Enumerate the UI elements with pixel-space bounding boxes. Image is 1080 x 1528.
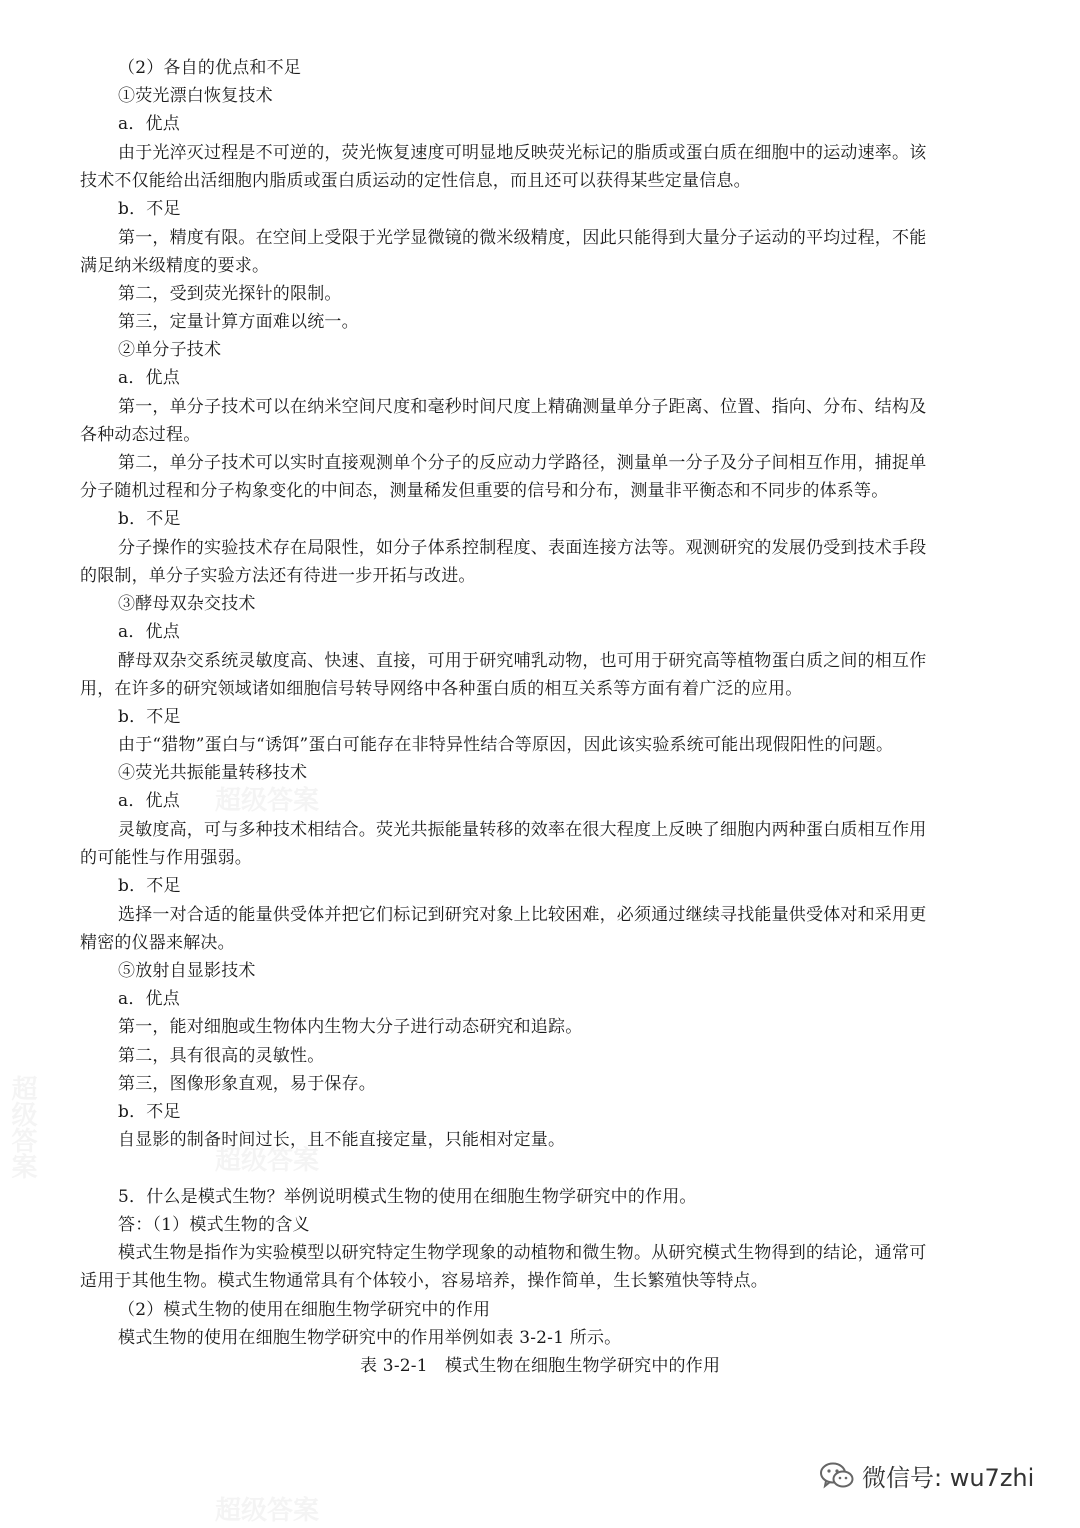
paragraph-line: 第三，图像形象直观，易于保存。 [118, 1074, 376, 1094]
item-label: b．不足 [118, 1102, 181, 1122]
watermark: 超级答案 [7, 1075, 37, 1179]
wechat-watermark [820, 1458, 1034, 1493]
wechat-icon [820, 1462, 854, 1490]
paragraph-line: 第二，受到荧光探针的限制。 [118, 284, 342, 304]
table-caption: 表 3-2-1 模式生物在细胞生物学研究中的作用 [360, 1356, 721, 1376]
paragraph-line: 满足纳米级精度的要求。 [80, 256, 270, 276]
paragraph-line: 由于光淬灭过程是不可逆的，荧光恢复速度可明显地反映荧光标记的脂质或蛋白质在细胞中的运动速率。该 [118, 143, 927, 163]
item-label: b．不足 [118, 876, 181, 896]
paragraph-line: 自显影的制备时间过长，且不能直接定量，只能相对定量。 [118, 1130, 566, 1150]
paragraph-line: 精密的仪器来解决。 [80, 933, 235, 953]
paragraph-line: 由于“猎物”蛋白与“诱饵”蛋白可能存在非特异性结合等原因，因此该实验系统可能出现假阳性的问题。 [118, 735, 894, 755]
item-label: b．不足 [118, 707, 181, 727]
subsection-heading: ①荧光漂白恢复技术 [118, 86, 273, 106]
paragraph-line: 第二，具有很高的灵敏性。 [118, 1046, 325, 1066]
paragraph-line: 第一，单分子技术可以在纳米空间尺度和毫秒时间尺度上精确测量单分子距离、位置、指向、分布、结构及 [118, 397, 927, 417]
item-label: a．优点 [118, 791, 180, 811]
item-label: a．优点 [118, 989, 180, 1009]
paragraph-line: 模式生物是指作为实验模型以研究特定生物学现象的动植物和微生物。从研究模式生物得到的结论，通常可 [118, 1243, 927, 1263]
item-label: b．不足 [118, 199, 181, 219]
paragraph-line: 用，在许多的研究领域诸如细胞信号转导网络中各种蛋白质的相互关系等方面有着广泛的应用。 [80, 679, 803, 699]
wechat-id-label: 微信号: wu7zhi [862, 1464, 1035, 1492]
paragraph-line: 分子随机过程和分子构象变化的中间态，测量稀发但重要的信号和分布，测量非平衡态和不同步的体系等。 [80, 481, 889, 501]
paragraph-line: 第二，单分子技术可以实时直接观测单个分子的反应动力学路径，测量单一分子及分子间相互作用，捕捉单 [118, 453, 927, 473]
paragraph-line: 的限制，单分子实验方法还有待进一步开拓与改进。 [80, 566, 476, 586]
paragraph-line: 分子操作的实验技术存在局限性，如分子体系控制程度、表面连接方法等。观测研究的发展仍受到技术手段 [118, 538, 927, 558]
watermark: 超级答案 [215, 1146, 320, 1176]
paragraph-line: 选择一对合适的能量供受体并把它们标记到研究对象上比较困难，必须通过继续寻找能量供受体对和采用更 [118, 905, 927, 925]
paragraph-line: 第三，定量计算方面难以统一。 [118, 312, 359, 332]
paragraph-line: 的可能性与作用强弱。 [80, 848, 252, 868]
question-heading: 5．什么是模式生物？举例说明模式生物的使用在细胞生物学研究中的作用。 [118, 1187, 697, 1207]
section-heading: （2）各自的优点和不足 [118, 58, 302, 78]
subsection-heading: （2）模式生物的使用在细胞生物学研究中的作用 [118, 1300, 491, 1320]
item-label: a．优点 [118, 368, 180, 388]
watermark: 超级答案 [215, 786, 320, 816]
paragraph-line: 各种动态过程。 [80, 425, 201, 445]
subsection-heading: ③酵母双杂交技术 [118, 594, 256, 614]
item-label: b．不足 [118, 509, 181, 529]
paragraph-line: 技术不仅能给出活细胞内脂质或蛋白质运动的定性信息，而且还可以获得某些定量信息。 [80, 171, 751, 191]
answer-heading: 答：（1）模式生物的含义 [118, 1215, 310, 1235]
subsection-heading: ⑤放射自显影技术 [118, 961, 256, 981]
paragraph-line: 酵母双杂交系统灵敏度高、快速、直接，可用于研究哺乳动物，也可用于研究高等植物蛋白质之间的相互作 [118, 651, 927, 671]
paragraph-line: 模式生物的使用在细胞生物学研究中的作用举例如表 3-2-1 所示。 [118, 1328, 622, 1348]
watermark: 超级答案 [215, 1496, 320, 1526]
subsection-heading: ④荧光共振能量转移技术 [118, 763, 308, 783]
paragraph-line: 第一，精度有限。在空间上受限于光学显微镜的微米级精度，因此只能得到大量分子运动的平均过程，不能 [118, 228, 927, 248]
paragraph-line: 第一，能对细胞或生物体内生物大分子进行动态研究和追踪。 [118, 1017, 583, 1037]
item-label: a．优点 [118, 622, 180, 642]
item-label: a．优点 [118, 114, 180, 134]
paragraph-line: 适用于其他生物。模式生物通常具有个体较小，容易培养，操作简单，生长繁殖快等特点。 [80, 1271, 768, 1291]
subsection-heading: ②单分子技术 [118, 340, 222, 360]
paragraph-line: 灵敏度高，可与多种技术相结合。荧光共振能量转移的效率在很大程度上反映了细胞内两种蛋白质相互作用 [118, 820, 927, 840]
